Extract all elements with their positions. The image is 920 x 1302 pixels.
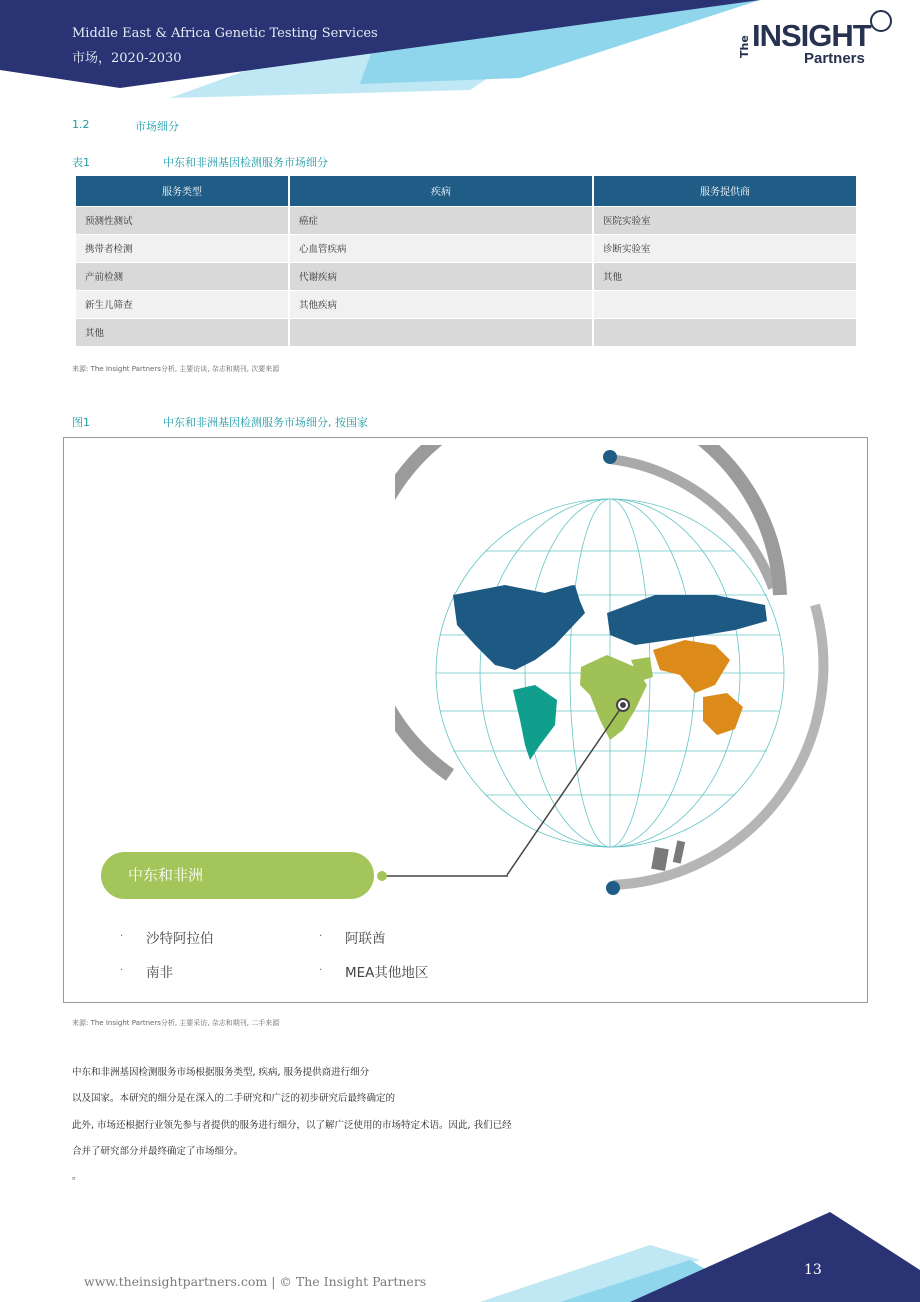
table-header: 服务提供商 [593, 176, 856, 206]
table-cell: 其他 [76, 318, 289, 346]
table-cell: 携带者检测 [76, 234, 289, 262]
table-cell: 代谢疾病 [289, 262, 593, 290]
footer-text: www.theinsightpartners.com | © The Insight Partners [84, 1274, 427, 1289]
table-row [76, 234, 856, 262]
globe-illustration [395, 445, 845, 900]
table-source: 来源: The Insight Partners分析, 主要访谈, 杂志和期刊, 次要来源 [72, 365, 280, 373]
body-line: 以及国家。本研究的细分是在深入的二手研究和广泛的初步研究后最终确定的 [72, 1093, 396, 1104]
table-cell: 其他 [593, 262, 856, 290]
table-cell [593, 290, 856, 318]
table-cell: 产前检测 [76, 262, 289, 290]
country-item: MEA其他地区 [345, 965, 429, 981]
figure-caption-label: 图1 [72, 416, 90, 429]
bullet-icon: · [120, 965, 124, 976]
table-cell: 新生儿筛查 [76, 290, 289, 318]
table-cell: 医院实验室 [593, 206, 856, 234]
country-item: 南非 [146, 965, 173, 981]
ring-dot-bottom [606, 881, 620, 895]
table-row [76, 290, 856, 318]
body-line: 。 [72, 1171, 82, 1182]
page-number: 13 [804, 1262, 822, 1278]
bullet-icon: · [319, 931, 323, 942]
table-caption-label: 表1 [72, 156, 90, 169]
table-cell: 预测性测试 [76, 206, 289, 234]
table-row [76, 262, 856, 290]
ring-dot-top [603, 450, 617, 464]
table-cell: 心血管疾病 [289, 234, 593, 262]
country-item: 阿联酋 [345, 931, 386, 947]
table-caption-title: 中东和非洲基因检测服务市场细分 [163, 156, 328, 169]
section-number: 1.2 [72, 118, 90, 131]
table-header: 服务类型 [76, 176, 289, 206]
company-logo: The INSIGHT Partners [738, 16, 898, 72]
header-title: Middle East & Africa Genetic Testing Services [72, 26, 378, 41]
segmentation-table [76, 176, 856, 346]
table-cell: 其他疾病 [289, 290, 593, 318]
region-label: 中东和非洲 [101, 852, 374, 899]
body-line: 此外, 市场还根据行业领先参与者提供的服务进行细分，以了解广泛使用的市场特定术语。因此, 我们已经 [72, 1120, 512, 1131]
body-line: 中东和非洲基因检测服务市场根据服务类型, 疾病, 服务提供商进行细分 [72, 1067, 370, 1078]
section-title: 市场细分 [135, 120, 179, 133]
table-cell: 诊断实验室 [593, 234, 856, 262]
body-line: 合并了研究部分并最终确定了市场细分。 [72, 1146, 244, 1157]
table-row [76, 206, 856, 234]
figure-caption-title: 中东和非洲基因检测服务市场细分, 按国家 [163, 416, 368, 429]
table-row [76, 318, 856, 346]
figure-source: 来源: The Insight Partners分析, 主要采访, 杂志和期刊, 二手来源 [72, 1019, 280, 1027]
bullet-icon: · [319, 965, 323, 976]
header-subtitle: 市场，2020-2030 [72, 51, 182, 66]
country-item: 沙特阿拉伯 [146, 931, 214, 947]
table-cell: 癌症 [289, 206, 593, 234]
connector-line [374, 868, 514, 884]
table-cell [593, 318, 856, 346]
bullet-icon: · [120, 931, 124, 942]
table-header: 疾病 [289, 176, 593, 206]
table-cell [289, 318, 593, 346]
